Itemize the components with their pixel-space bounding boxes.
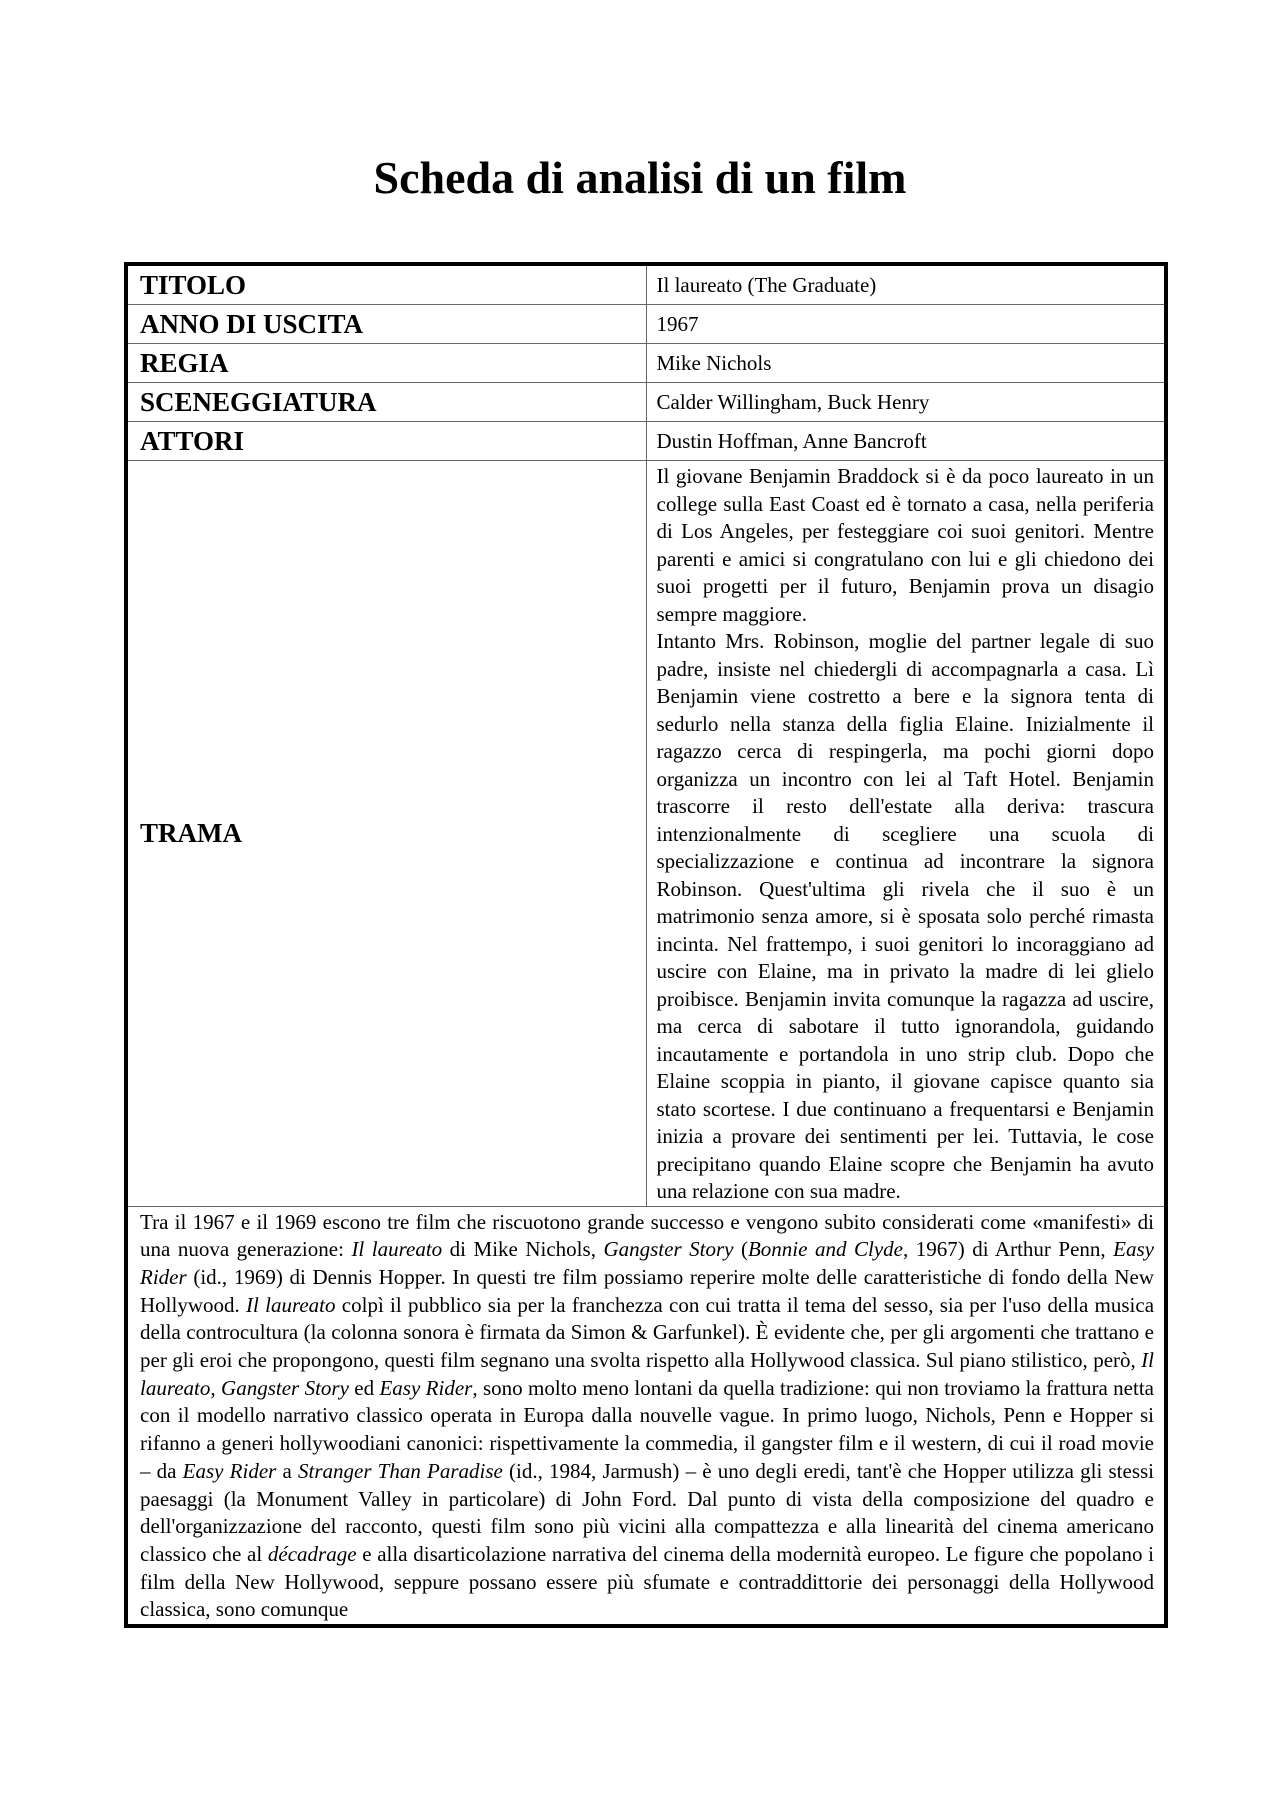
film-title-italic: Il laureato <box>140 1348 1154 1400</box>
film-analysis-table <box>124 262 1168 1628</box>
field-value-attori: Dustin Hoffman, Anne Bancroft <box>656 429 927 453</box>
film-title-italic: Gangster Story <box>221 1375 349 1400</box>
row-value-cell <box>646 422 1166 461</box>
intro-text-segment: ( <box>733 1237 748 1262</box>
row-label-cell <box>126 344 646 383</box>
intro-text-segment: (id., 1984, Jarmush) – è uno degli eredi, tant'è che Hopper utilizza gli stessi paesaggi (la Monument Valley in particolare) di John Ford. Dal punto di vista della composizione del quadro e dell'organizzazione del racconto, questi film sono più vicini alla compattezza e alla linearità del cinema americano classico che al <box>140 1458 1155 1566</box>
field-label-titolo: TITOLO <box>140 270 247 300</box>
intro-text-segment: e alla disarticolazione narrativa del cinema della modernità europeo. Le figure che popolano i film della New Hollywood, seppure possano essere più sfumate e contraddittorie dei personaggi della Hollywood classica, sono comunque <box>140 1541 1155 1622</box>
row-value-cell <box>646 383 1166 422</box>
intro-text-segment: , sono molto meno lontani da quella tradizione: qui non troviamo la frattura netta con il modello narrativo classico operata in Europa dalla nouvelle vague. In primo luogo, Nichols, Penn e Hopper si rifanno a generi hollywoodiani canonici: rispettivamente la commedia, il gangster film e il western, di cui il road movie – da <box>140 1375 1154 1483</box>
film-title-italic: Easy Rider <box>379 1375 473 1400</box>
row-label-cell <box>126 383 646 422</box>
intro-text-segment: a <box>276 1458 298 1483</box>
row-label-cell <box>126 264 646 305</box>
field-value-sceneggiatura: Calder Willingham, Buck Henry <box>656 390 930 414</box>
table-row-anno <box>126 305 1166 344</box>
field-label-attori: ATTORI <box>140 426 245 456</box>
intro-text-segment: , 1967) di Arthur Penn, <box>902 1237 1114 1262</box>
plot-paragraph: Il giovane Benjamin Braddock si è da poco laureato in un college sulla East Coast ed è tornato a casa, nella periferia di Los Angeles, per festeggiare coi suoi genitori. Mentre parenti e amici si congratulano con lui e gli chiedono dei suoi progetti per il futuro, Benjamin prova un disagio sempre maggiore. <box>656 464 1154 626</box>
row-value-cell <box>646 305 1166 344</box>
film-title-italic: Gangster Story <box>603 1237 734 1262</box>
table-row-regia <box>126 344 1166 383</box>
row-value-cell <box>646 344 1166 383</box>
table-row-titolo <box>126 264 1166 305</box>
plot-cell <box>646 461 1166 1207</box>
film-title-italic: Easy Rider <box>182 1458 277 1483</box>
film-title-italic: Bonnie and Clyde <box>747 1237 903 1262</box>
film-title-italic: Stranger Than Paradise <box>298 1458 503 1483</box>
plot-text <box>657 463 1155 1206</box>
film-title-italic: Easy Rider <box>140 1237 1154 1289</box>
field-label-regia: REGIA <box>140 348 229 378</box>
field-value-anno: 1967 <box>656 312 699 336</box>
film-title-italic: Il laureato <box>351 1237 443 1262</box>
row-value-cell <box>646 264 1166 305</box>
row-label-cell <box>126 461 646 1207</box>
intro-text-segment: ed <box>348 1375 380 1400</box>
intro-text-segment: , <box>210 1375 222 1400</box>
field-label-trama: TRAMA <box>140 818 242 849</box>
table-row-trama <box>126 461 1166 1207</box>
row-label-cell <box>126 305 646 344</box>
field-value-titolo: Il laureato (The Graduate) <box>656 273 877 297</box>
intro-text-segment: colpì il pubblico sia per la franchezza con cui tratta il tema del sesso, sia per l'uso della musica della controcultura (la colonna sonora è firmata da Simon & Garfunkel). È evidente che, per gli argomenti che trattano e per gli eroi che propongono, questi film segnano una svolta rispetto alla Hollywood classica. Sul piano stilistico, però, <box>140 1292 1155 1373</box>
intro-cell <box>126 1206 1166 1626</box>
table-row-attori <box>126 422 1166 461</box>
plot-paragraph: Intanto Mrs. Robinson, moglie del partner legale di suo padre, insiste nel chiedergli di accompagnarla a casa. Lì Benjamin viene costretto a bere e la signora tenta di sedurlo nella stanza della figlia Elaine. Inizialmente il ragazzo cerca di respingerla, ma pochi giorni dopo organizza un incontro con lei al Taft Hotel. Benjamin trascorre il resto dell'estate alla deriva: trascura intenzionalmente di scegliere una scuola di specializzazione e continua ad incontrare la signora Robinson. Quest'ultima gli rivela che il suo è un matrimonio senza amore, si è sposata solo perché rimasta incinta. Nel frattempo, i suoi genitori lo incoraggiano ad uscire con Elaine, ma in privato la madre di lei glielo proibisce. Benjamin invita comunque la ragazza ad uscire, ma cerca di sabotare il tutto ignorandola, guidando incautamente e portandola in uno strip club. Dopo che Elaine scoppia in pianto, il giovane capisce quanto sia stato scortese. I due continuano a frequentarsi e Benjamin inizia a provare dei sentimenti per lei. Tuttavia, le cose precipitano quando Elaine scopre che Benjamin ha avuto una relazione con sua madre. <box>656 629 1154 1203</box>
row-label-cell <box>126 422 646 461</box>
intro-paragraph <box>140 1209 1154 1625</box>
field-label-anno: ANNO DI USCITA <box>140 309 364 339</box>
film-title-italic: Il laureato <box>246 1292 336 1317</box>
intro-text-segment: (id., 1969) di Dennis Hopper. In questi tre film possiamo reperire molte delle caratteristiche di fondo della New Hollywood. <box>140 1264 1154 1317</box>
table-row-sceneggiatura <box>126 383 1166 422</box>
page-title: Scheda di analisi di un film <box>373 152 907 203</box>
intro-text-segment: Tra il 1967 e il 1969 escono tre film che riscuotono grande successo e vengono subito considerati come «manifesti» di una nuova generazione: <box>140 1209 1154 1262</box>
table-row-intro <box>126 1206 1166 1626</box>
italic-term: décadrage <box>267 1541 357 1566</box>
intro-text-segment: di Mike Nichols, <box>442 1237 604 1262</box>
field-label-sceneggiatura: SCENEGGIATURA <box>140 387 377 417</box>
field-value-regia: Mike Nichols <box>656 351 772 375</box>
